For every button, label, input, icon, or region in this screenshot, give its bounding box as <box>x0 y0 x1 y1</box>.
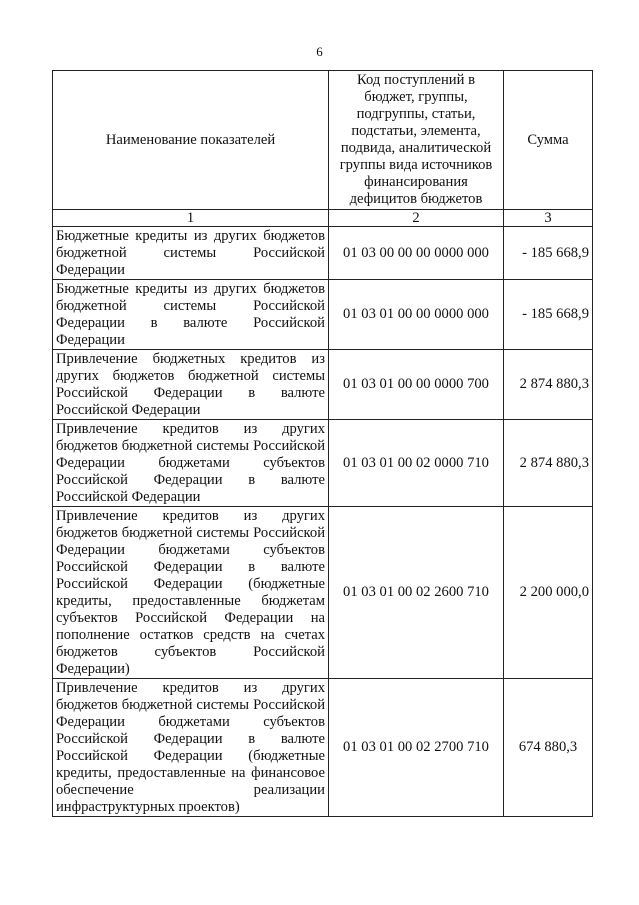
row-name: Привлечение бюджетных кредитов из других бюджетов бюджетной системы Российской Федерации в валюте Российской Федерации <box>53 350 329 420</box>
row-sum: 2 874 880,3 <box>504 420 593 507</box>
table-row <box>53 679 593 817</box>
row-sum: 2 874 880,3 <box>504 350 593 420</box>
page-number: 6 <box>316 44 323 59</box>
row-code: 01 03 01 00 00 0000 000 <box>329 280 504 350</box>
table-header-row <box>53 71 593 210</box>
column-number: 3 <box>504 210 593 227</box>
table-row <box>53 420 593 507</box>
row-name: Привлечение кредитов из других бюджетов бюджетной системы Российской Федерации бюджетами субъектов Российской Федерации в валюте Российской Федерации (бюджетные кредиты, предоставленные на финансовое обеспечение реализации инфраструктурных проектов) <box>53 679 329 817</box>
column-numbers-row <box>53 210 593 227</box>
row-sum: - 185 668,9 <box>504 227 593 280</box>
row-code: 01 03 01 00 02 2700 710 <box>329 679 504 817</box>
table-row <box>53 507 593 679</box>
header-code: Код поступлений в бюджет, группы, подгруппы, статьи, подстатьи, элемента, подвида, аналитической группы вида источников финансирования дефицитов бюджетов <box>329 71 504 210</box>
table-row <box>53 350 593 420</box>
row-code: 01 03 01 00 02 2600 710 <box>329 507 504 679</box>
budget-sources-table <box>52 70 593 817</box>
row-name: Привлечение кредитов из других бюджетов бюджетной системы Российской Федерации бюджетами субъектов Российской Федерации в валюте Российской Федерации (бюджетные кредиты, предоставленные бюджетам субъектов Российской Федерации на пополнение остатков средств на счетах бюджетов субъектов Российской Федерации) <box>53 507 329 679</box>
header-sum: Сумма <box>504 71 593 210</box>
row-name: Привлечение кредитов из других бюджетов бюджетной системы Российской Федерации бюджетами субъектов Российской Федерации в валюте Российской Федерации <box>53 420 329 507</box>
row-name: Бюджетные кредиты из других бюджетов бюджетной системы Российской Федерации в валюте Российской Федерации <box>53 280 329 350</box>
row-code: 01 03 01 00 02 0000 710 <box>329 420 504 507</box>
column-number: 2 <box>329 210 504 227</box>
row-sum: - 185 668,9 <box>504 280 593 350</box>
column-number: 1 <box>53 210 329 227</box>
row-code: 01 03 00 00 00 0000 000 <box>329 227 504 280</box>
row-code: 01 03 01 00 00 0000 700 <box>329 350 504 420</box>
table-row <box>53 227 593 280</box>
table-row <box>53 280 593 350</box>
header-name: Наименование показателей <box>53 71 329 210</box>
row-sum: 2 200 000,0 <box>504 507 593 679</box>
row-name: Бюджетные кредиты из других бюджетов бюджетной системы Российской Федерации <box>53 227 329 280</box>
row-sum: 674 880,3 <box>504 679 593 817</box>
